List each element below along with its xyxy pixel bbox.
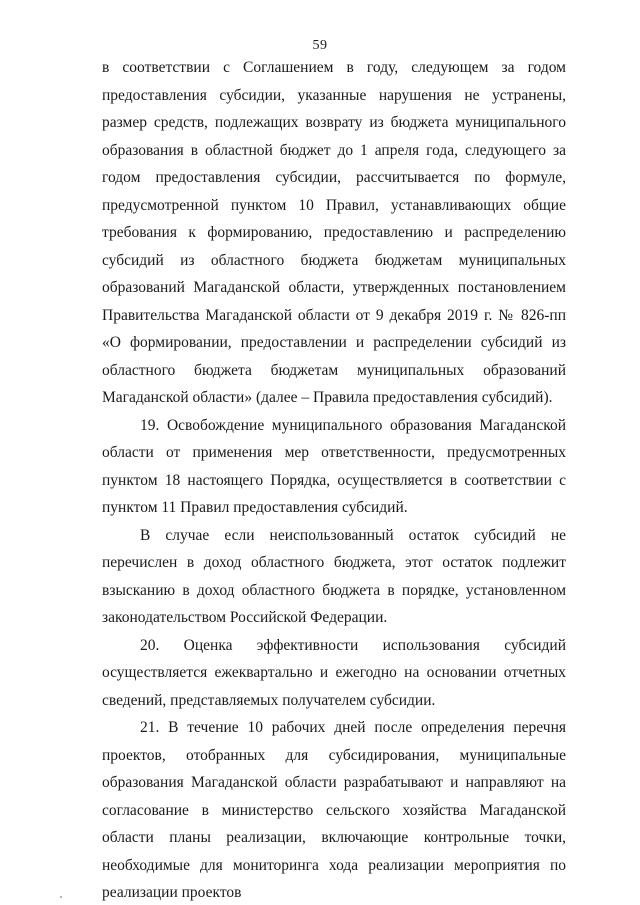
document-body <box>102 54 566 905</box>
paragraph-item-19: 19. Освобождение муниципального образования Магаданской области от применения мер ответственности, предусмотренных пунктом 18 настоящего Порядка, осуществляется в соответствии с пунктом 11 Правил предоставления субсидий. <box>102 416 566 516</box>
scan-artifact-dot <box>60 896 62 898</box>
paragraph-unused-balance: В случае если неиспользованный остаток субсидий не перечислен в доход областного бюджета, этот остаток подлежит взысканию в доход областного бюджета в порядке, установленном законодательством Российской Федерации. <box>102 526 566 626</box>
paragraph-item-21: 21. В течение 10 рабочих дней после определения перечня проектов, отобранных для субсидирования, муниципальные образования Магаданской области разрабатывают и направляют на согласование в министерство сельского хозяйства Магаданской области планы реализации, включающие контрольные точки, необходимые для мониторинга хода реализации мероприятия по реализации проектов <box>102 719 566 901</box>
page-number: 59 <box>312 38 328 53</box>
paragraph-item-20: 20. Оценка эффективности использования субсидий осуществляется ежеквартально и ежегодно на основании отчетных сведений, представляемых получателем субсидии. <box>102 636 566 709</box>
paragraph-continuation: в соответствии с Соглашением в году, следующем за годом предоставления субсидии, указанные нарушения не устранены, размер средств, подлежащих возврату из бюджета муниципального образования в областной бюджет до 1 апреля года, следующего за годом предоставления субсидии, рассчитывается по формуле, предусмотренной пунктом 10 Правил, устанавливающих общие требования к формированию, предоставлению и распределению субсидий из областного бюджета бюджетам муниципальных образований Магаданской области, утвержденных постановлением Правительства Магаданской области от 9 декабря 2019 г. № 826-пп «О формировании, предоставлении и распределении субсидий из областного бюджета бюджетам муниципальных образований Магаданской области» (далее – Правила предоставления субсидий). <box>102 59 566 406</box>
